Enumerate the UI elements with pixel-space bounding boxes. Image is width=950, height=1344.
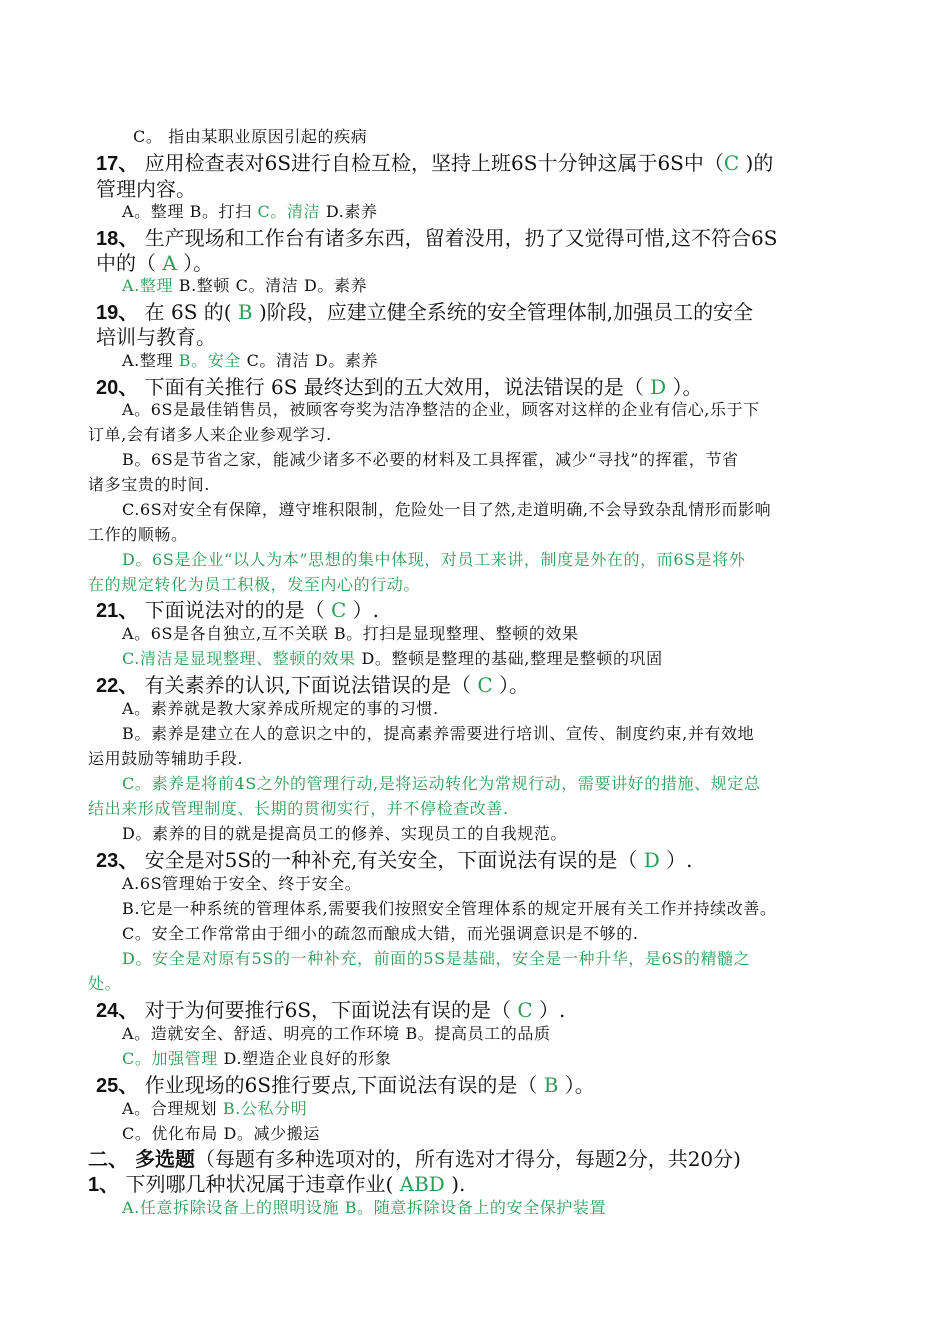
option-line: B。素养是建立在人的意识之中的，提高素养需要进行培训、宣传、制度约束,并有效地 <box>122 724 755 743</box>
question-17: 17、 应用检查表对6S进行自检互检，坚持上班6S十分钟这属于6S中（C )的 <box>96 151 774 175</box>
question-25: 25、 作业现场的6S推行要点,下面说法有误的是（ B ）。 <box>96 1073 595 1097</box>
answer-option-line: D。安全是对原有5S的一种补充，前面的5S是基础，安全是一种升华，是6S的精髓之 <box>122 949 751 968</box>
question-19: 19、 在 6S 的( B )阶段，应建立健全系统的安全管理体制,加强员工的安全 <box>96 300 754 324</box>
answer-option-line: 处。 <box>88 974 122 993</box>
option-line: A.整理 B.整顿 C。清洁 D。素养 <box>122 276 368 295</box>
option-line: A。整理 B。打扫 C。清洁 D.素养 <box>122 202 378 221</box>
option-line: A。造就安全、舒适、明亮的工作环境 B。提高员工的品质 <box>122 1024 551 1043</box>
option-line: A.6S管理始于安全、终于安全。 <box>122 874 362 893</box>
option-line: C.6S对安全有保障，遵守堆积限制，危险处一目了然,走道明确,不会导致杂乱情形而影响 <box>122 500 772 519</box>
option-line: C.清洁是显现整理、整顿的效果 D。整顿是整理的基础,整理是整顿的巩固 <box>122 649 663 668</box>
option-line: 诸多宝贵的时间. <box>88 475 210 494</box>
answer-option-line: C。素养是将前4S之外的管理行动,是将运动转化为常规行动，需要讲好的措施、规定总 <box>122 774 761 793</box>
option-line: C。安全工作常常由于细小的疏忽而酿成大错，而光强调意识是不够的. <box>122 924 639 943</box>
question-21: 21、 下面说法对的的是（ C ）. <box>96 598 379 622</box>
question-text: 中的（ A ）。 <box>96 251 214 275</box>
section-heading: 二、 多选题（每题有多种选项对的，所有选对才得分，每题2分，共20分) <box>88 1147 741 1171</box>
option-line: A。6S是各自独立,互不关联 B。打扫是显现整理、整顿的效果 <box>122 624 579 643</box>
question-20: 20、 下面有关推行 6S 最终达到的五大效用，说法错误的是（ D ）。 <box>96 375 703 399</box>
option-line: A.任意拆除设备上的照明设施 B。随意拆除设备上的安全保护装置 <box>122 1198 607 1217</box>
option-line: B.它是一种系统的管理体系,需要我们按照安全管理体系的规定开展有关工作并持续改善。 <box>122 899 777 918</box>
question-24: 24、 对于为何要推行6S，下面说法有误的是（ C ）. <box>96 998 566 1022</box>
answer-option-line: 结出来形成管理制度、长期的贯彻实行，并不停检查改善. <box>88 799 509 818</box>
option-line: A。素养就是教大家养成所规定的事的习惯. <box>122 699 439 718</box>
option-line: 运用鼓励等辅助手段. <box>88 749 244 768</box>
answer-option-line: D。6S是企业“以人为本”思想的集中体现，对员工来讲，制度是外在的，而6S是将外 <box>122 550 746 569</box>
question-text: 培训与教育。 <box>96 325 216 349</box>
answer-option-line: 在的规定转化为员工积极，发至内心的行动。 <box>88 575 421 594</box>
option-line: A.整理 B。安全 C。清洁 D。素养 <box>122 351 379 370</box>
question-18: 18、 生产现场和工作台有诸多东西，留着没用，扔了又觉得可惜,这不符合6S <box>96 226 778 250</box>
option-line: D。素养的目的就是提高员工的修养、实现员工的自我规范。 <box>122 824 568 843</box>
option-line: A。6S是最佳销售员，被顾客夸奖为洁净整洁的企业，顾客对这样的企业有信心,乐于下 <box>122 400 760 419</box>
question-23: 23、 安全是对5S的一种补充,有关安全，下面说法有误的是（ D ）. <box>96 848 693 872</box>
question-22: 22、 有关素养的认识,下面说法错误的是（ C ）。 <box>96 673 529 697</box>
option-line: C。 指由某职业原因引起的疾病 <box>133 127 368 146</box>
option-line: A。合理规划 B.公私分明 <box>122 1099 308 1118</box>
option-line: B。6S是节省之家，能减少诸多不必要的材料及工具挥霍，减少“寻找”的挥霍，节省 <box>122 450 739 469</box>
option-line: C。加强管理 D.塑造企业良好的形象 <box>122 1049 392 1068</box>
question-multi-1: 1、 下列哪几种状况属于违章作业( ABD ). <box>88 1172 466 1196</box>
option-line: 订单,会有诸多人来企业参观学习. <box>88 425 332 444</box>
option-line: C。优化布局 D。减少搬运 <box>122 1124 320 1143</box>
question-text: 管理内容。 <box>96 177 196 201</box>
option-line: 工作的顺畅。 <box>88 525 188 544</box>
